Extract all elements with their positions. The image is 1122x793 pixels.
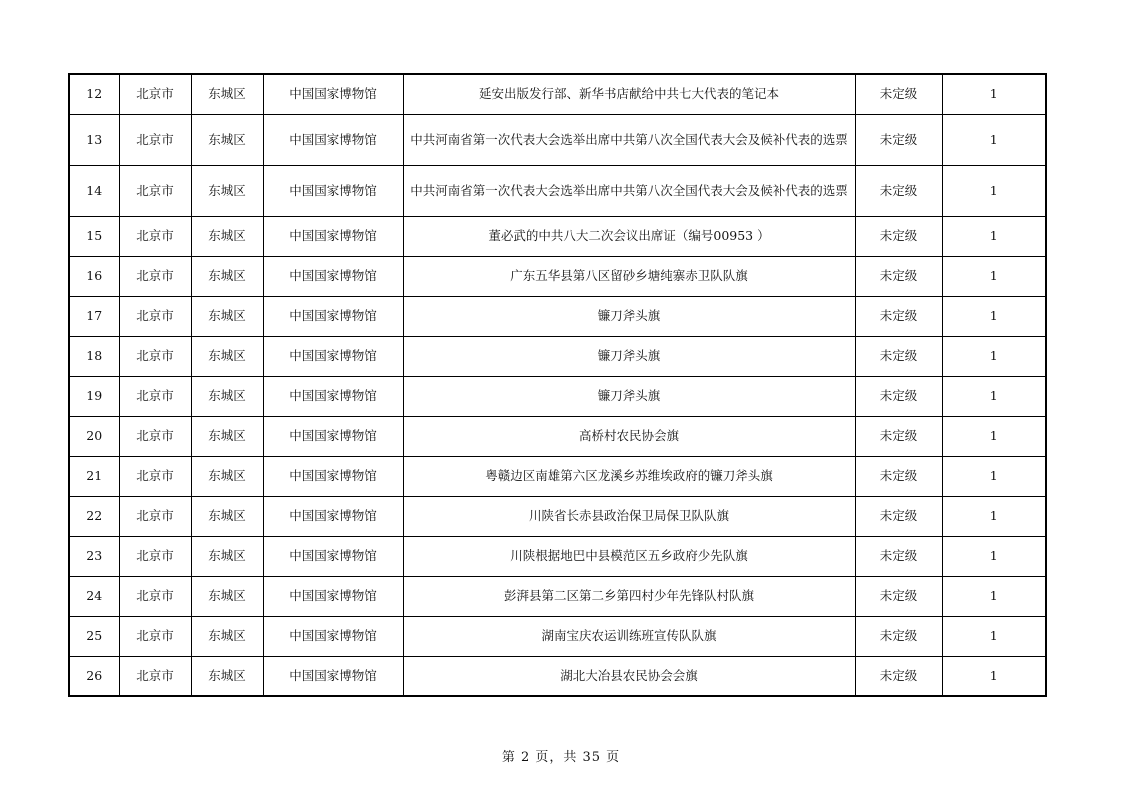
museum-cell: 中国国家博物馆 bbox=[263, 296, 403, 336]
city-cell: 北京市 bbox=[119, 496, 191, 536]
quantity-cell: 1 bbox=[942, 376, 1046, 416]
quantity-cell: 1 bbox=[942, 296, 1046, 336]
row-number-cell: 17 bbox=[69, 296, 119, 336]
district-cell: 东城区 bbox=[191, 296, 263, 336]
table-row bbox=[69, 456, 1046, 496]
table-row bbox=[69, 536, 1046, 576]
relic-name-cell: 湖南宝庆农运训练班宣传队队旗 bbox=[403, 616, 855, 656]
relic-name-cell: 川陕根据地巴中县模范区五乡政府少先队旗 bbox=[403, 536, 855, 576]
museum-cell: 中国国家博物馆 bbox=[263, 216, 403, 256]
grade-cell: 未定级 bbox=[855, 536, 942, 576]
relic-name-cell: 彭湃县第二区第二乡第四村少年先锋队村队旗 bbox=[403, 576, 855, 616]
district-cell: 东城区 bbox=[191, 616, 263, 656]
museum-cell: 中国国家博物馆 bbox=[263, 74, 403, 114]
city-cell: 北京市 bbox=[119, 296, 191, 336]
quantity-cell: 1 bbox=[942, 216, 1046, 256]
grade-cell: 未定级 bbox=[855, 576, 942, 616]
museum-cell: 中国国家博物馆 bbox=[263, 336, 403, 376]
grade-cell: 未定级 bbox=[855, 296, 942, 336]
city-cell: 北京市 bbox=[119, 376, 191, 416]
city-cell: 北京市 bbox=[119, 165, 191, 216]
relic-name-cell: 川陕省长赤县政治保卫局保卫队队旗 bbox=[403, 496, 855, 536]
table-row bbox=[69, 336, 1046, 376]
table-body bbox=[69, 74, 1046, 696]
district-cell: 东城区 bbox=[191, 256, 263, 296]
relic-name-cell: 中共河南省第一次代表大会选举出席中共第八次全国代表大会及候补代表的选票 bbox=[403, 114, 855, 165]
relic-name-cell: 湖北大冶县农民协会会旗 bbox=[403, 656, 855, 696]
table-row bbox=[69, 656, 1046, 696]
row-number-cell: 20 bbox=[69, 416, 119, 456]
district-cell: 东城区 bbox=[191, 336, 263, 376]
grade-cell: 未定级 bbox=[855, 74, 942, 114]
district-cell: 东城区 bbox=[191, 416, 263, 456]
table-row bbox=[69, 496, 1046, 536]
quantity-cell: 1 bbox=[942, 165, 1046, 216]
museum-cell: 中国国家博物馆 bbox=[263, 416, 403, 456]
row-number-cell: 22 bbox=[69, 496, 119, 536]
grade-cell: 未定级 bbox=[855, 416, 942, 456]
relic-name-cell: 广东五华县第八区留砂乡塘纯寨赤卫队队旗 bbox=[403, 256, 855, 296]
row-number-cell: 12 bbox=[69, 74, 119, 114]
table-row bbox=[69, 376, 1046, 416]
quantity-cell: 1 bbox=[942, 536, 1046, 576]
relics-table bbox=[68, 73, 1047, 697]
museum-cell: 中国国家博物馆 bbox=[263, 114, 403, 165]
quantity-cell: 1 bbox=[942, 416, 1046, 456]
museum-cell: 中国国家博物馆 bbox=[263, 456, 403, 496]
museum-cell: 中国国家博物馆 bbox=[263, 256, 403, 296]
relic-name-cell: 镰刀斧头旗 bbox=[403, 296, 855, 336]
row-number-cell: 19 bbox=[69, 376, 119, 416]
table-row bbox=[69, 114, 1046, 165]
district-cell: 东城区 bbox=[191, 536, 263, 576]
city-cell: 北京市 bbox=[119, 74, 191, 114]
relic-name-cell: 镰刀斧头旗 bbox=[403, 336, 855, 376]
row-number-cell: 21 bbox=[69, 456, 119, 496]
museum-cell: 中国国家博物馆 bbox=[263, 536, 403, 576]
city-cell: 北京市 bbox=[119, 456, 191, 496]
relic-name-cell: 粤赣边区南雄第六区龙溪乡苏维埃政府的镰刀斧头旗 bbox=[403, 456, 855, 496]
district-cell: 东城区 bbox=[191, 576, 263, 616]
table-row bbox=[69, 576, 1046, 616]
city-cell: 北京市 bbox=[119, 536, 191, 576]
quantity-cell: 1 bbox=[942, 656, 1046, 696]
grade-cell: 未定级 bbox=[855, 496, 942, 536]
table-row bbox=[69, 216, 1046, 256]
district-cell: 东城区 bbox=[191, 496, 263, 536]
row-number-cell: 15 bbox=[69, 216, 119, 256]
district-cell: 东城区 bbox=[191, 656, 263, 696]
city-cell: 北京市 bbox=[119, 416, 191, 456]
museum-cell: 中国国家博物馆 bbox=[263, 616, 403, 656]
grade-cell: 未定级 bbox=[855, 256, 942, 296]
grade-cell: 未定级 bbox=[855, 216, 942, 256]
row-number-cell: 13 bbox=[69, 114, 119, 165]
city-cell: 北京市 bbox=[119, 616, 191, 656]
table-row bbox=[69, 256, 1046, 296]
city-cell: 北京市 bbox=[119, 576, 191, 616]
district-cell: 东城区 bbox=[191, 456, 263, 496]
row-number-cell: 24 bbox=[69, 576, 119, 616]
grade-cell: 未定级 bbox=[855, 114, 942, 165]
quantity-cell: 1 bbox=[942, 336, 1046, 376]
row-number-cell: 16 bbox=[69, 256, 119, 296]
relic-name-cell: 镰刀斧头旗 bbox=[403, 376, 855, 416]
relic-name-cell: 董必武的中共八大二次会议出席证（编号00953 ） bbox=[403, 216, 855, 256]
quantity-cell: 1 bbox=[942, 74, 1046, 114]
relic-name-cell: 高桥村农民协会旗 bbox=[403, 416, 855, 456]
grade-cell: 未定级 bbox=[855, 336, 942, 376]
quantity-cell: 1 bbox=[942, 114, 1046, 165]
museum-cell: 中国国家博物馆 bbox=[263, 496, 403, 536]
page-footer: 第 2 页，共 35 页 bbox=[501, 750, 621, 765]
district-cell: 东城区 bbox=[191, 74, 263, 114]
city-cell: 北京市 bbox=[119, 336, 191, 376]
grade-cell: 未定级 bbox=[855, 616, 942, 656]
row-number-cell: 25 bbox=[69, 616, 119, 656]
city-cell: 北京市 bbox=[119, 114, 191, 165]
city-cell: 北京市 bbox=[119, 256, 191, 296]
quantity-cell: 1 bbox=[942, 256, 1046, 296]
row-number-cell: 14 bbox=[69, 165, 119, 216]
museum-cell: 中国国家博物馆 bbox=[263, 165, 403, 216]
district-cell: 东城区 bbox=[191, 216, 263, 256]
table-row bbox=[69, 165, 1046, 216]
quantity-cell: 1 bbox=[942, 616, 1046, 656]
row-number-cell: 18 bbox=[69, 336, 119, 376]
district-cell: 东城区 bbox=[191, 114, 263, 165]
table-row bbox=[69, 416, 1046, 456]
grade-cell: 未定级 bbox=[855, 376, 942, 416]
city-cell: 北京市 bbox=[119, 656, 191, 696]
museum-cell: 中国国家博物馆 bbox=[263, 656, 403, 696]
quantity-cell: 1 bbox=[942, 496, 1046, 536]
table-row bbox=[69, 74, 1046, 114]
city-cell: 北京市 bbox=[119, 216, 191, 256]
relic-name-cell: 中共河南省第一次代表大会选举出席中共第八次全国代表大会及候补代表的选票 bbox=[403, 165, 855, 216]
grade-cell: 未定级 bbox=[855, 165, 942, 216]
quantity-cell: 1 bbox=[942, 576, 1046, 616]
grade-cell: 未定级 bbox=[855, 656, 942, 696]
grade-cell: 未定级 bbox=[855, 456, 942, 496]
table-row bbox=[69, 616, 1046, 656]
quantity-cell: 1 bbox=[942, 456, 1046, 496]
row-number-cell: 23 bbox=[69, 536, 119, 576]
museum-cell: 中国国家博物馆 bbox=[263, 376, 403, 416]
district-cell: 东城区 bbox=[191, 165, 263, 216]
district-cell: 东城区 bbox=[191, 376, 263, 416]
museum-cell: 中国国家博物馆 bbox=[263, 576, 403, 616]
row-number-cell: 26 bbox=[69, 656, 119, 696]
table-row bbox=[69, 296, 1046, 336]
relic-name-cell: 延安出版发行部、新华书店献给中共七大代表的笔记本 bbox=[403, 74, 855, 114]
